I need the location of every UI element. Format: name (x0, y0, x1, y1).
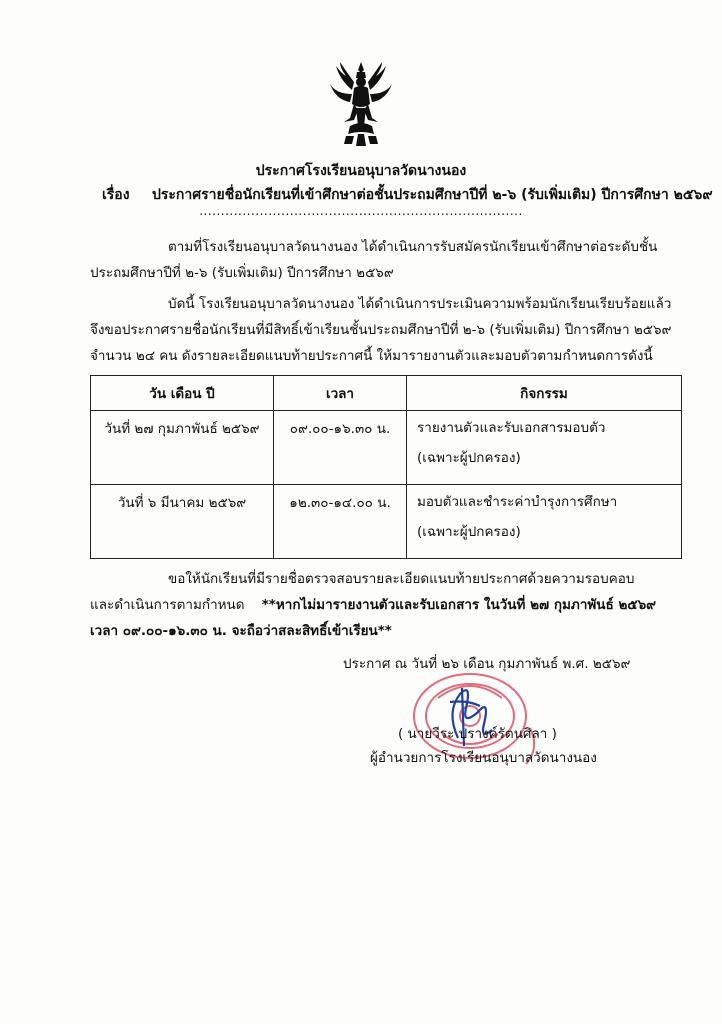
cell-time: ๑๒.๓๐-๑๔.๐๐ น. (274, 485, 407, 559)
paragraph-line: บัดนี้ โรงเรียนอนุบาลวัดนางนอง ได้ดำเนินการประเมินความพร้อมนักเรียนเรียบร้อยแล้ว (168, 296, 672, 312)
signatory-name: ( นายวีระ ปรางค์รัตนศิลา ) (398, 726, 557, 742)
closing-normal-text: และดำเนินการตามกำหนด (90, 597, 245, 613)
cell-activity (407, 485, 682, 559)
closing-warning-text: เวลา ๐๙.๐๐-๑๖.๓๐ น. จะถือว่าสละสิทธิ์เข้าเรียน** (90, 623, 392, 639)
table-header-row (91, 376, 682, 411)
paragraph-line: จำนวน ๒๔ คน ดังรายละเอียดแนบท้ายประกาศนี้ ให้มารายงานตัวและมอบตัวตามกำหนดการดังนี้ (90, 348, 653, 364)
paragraph-line: จึงขอประกาศรายชื่อนักเรียนที่มีสิทธิ์เข้าเรียนชั้นประถมศึกษาปีที่ ๒-๖ (รับเพิ่มเติม) ปีการศึกษา ๒๕๖๙ (90, 322, 672, 338)
announcement-title: ประกาศโรงเรียนอนุบาลวัดนางนอง (255, 163, 467, 179)
subject-text: ประกาศรายชื่อนักเรียนที่เข้าศึกษาต่อชั้นประถมศึกษาปีที่ ๒-๖ (รับเพิ่มเติม) ปีการศึกษา ๒๕๖๙ (152, 187, 713, 203)
paragraph-announcement (90, 291, 688, 369)
paragraph-line: ประถมศึกษาปีที่ ๒-๖ (รับเพิ่มเติม) ปีการศึกษา ๒๕๖๙ (90, 265, 394, 281)
cell-time: ๐๙.๐๐-๑๖.๓๐ น. (274, 411, 407, 485)
column-header-time: เวลา (274, 376, 407, 411)
announcement-date: ประกาศ ณ วันที่ ๒๖ เดือน กุมภาพันธ์ พ.ศ. ๒๕๖๙ (343, 656, 631, 672)
garuda-emblem-icon (328, 60, 394, 148)
table-row (91, 485, 682, 559)
subject-label: เรื่อง (102, 187, 130, 203)
column-header-activity: กิจกรรม (407, 376, 682, 411)
cell-date: วันที่ ๒๗ กุมภาพันธ์ ๒๕๖๙ (91, 411, 274, 485)
activity-text: มอบตัวและชำระค่าบำรุงการศึกษา (417, 494, 618, 510)
title-separator: ........................................................................... (199, 204, 523, 218)
announcement-subject (102, 184, 713, 206)
cell-activity (407, 411, 682, 485)
paragraph-line (90, 592, 688, 618)
paragraph-line: ตามที่โรงเรียนอนุบาลวัดนางนอง ได้ดำเนินการรับสมัครนักเรียนเข้าศึกษาต่อระดับชั้น (168, 239, 658, 255)
schedule-table (90, 375, 682, 559)
signatory-role: ผู้อำนวยการโรงเรียนอนุบาลวัดนางนอง (370, 750, 597, 766)
activity-note: (เฉพาะผู้ปกครอง) (417, 524, 521, 540)
table-row (91, 411, 682, 485)
closing-warning-text: **หากไม่มารายงานตัวและรับเอกสาร ในวันที่ ๒๗ กุมภาพันธ์ ๒๕๖๙ (261, 597, 657, 613)
paragraph-closing (90, 566, 688, 644)
activity-text: รายงานตัวและรับเอกสารมอบตัว (417, 420, 606, 436)
paragraph-intro (90, 234, 688, 286)
column-header-date: วัน เดือน ปี (91, 376, 274, 411)
cell-date: วันที่ ๖ มีนาคม ๒๕๖๙ (91, 485, 274, 559)
paragraph-line: ขอให้นักเรียนที่มีรายชื่อตรวจสอบรายละเอียดแนบท้ายประกาศด้วยความรอบคอบ (168, 571, 635, 587)
activity-note: (เฉพาะผู้ปกครอง) (417, 450, 521, 466)
